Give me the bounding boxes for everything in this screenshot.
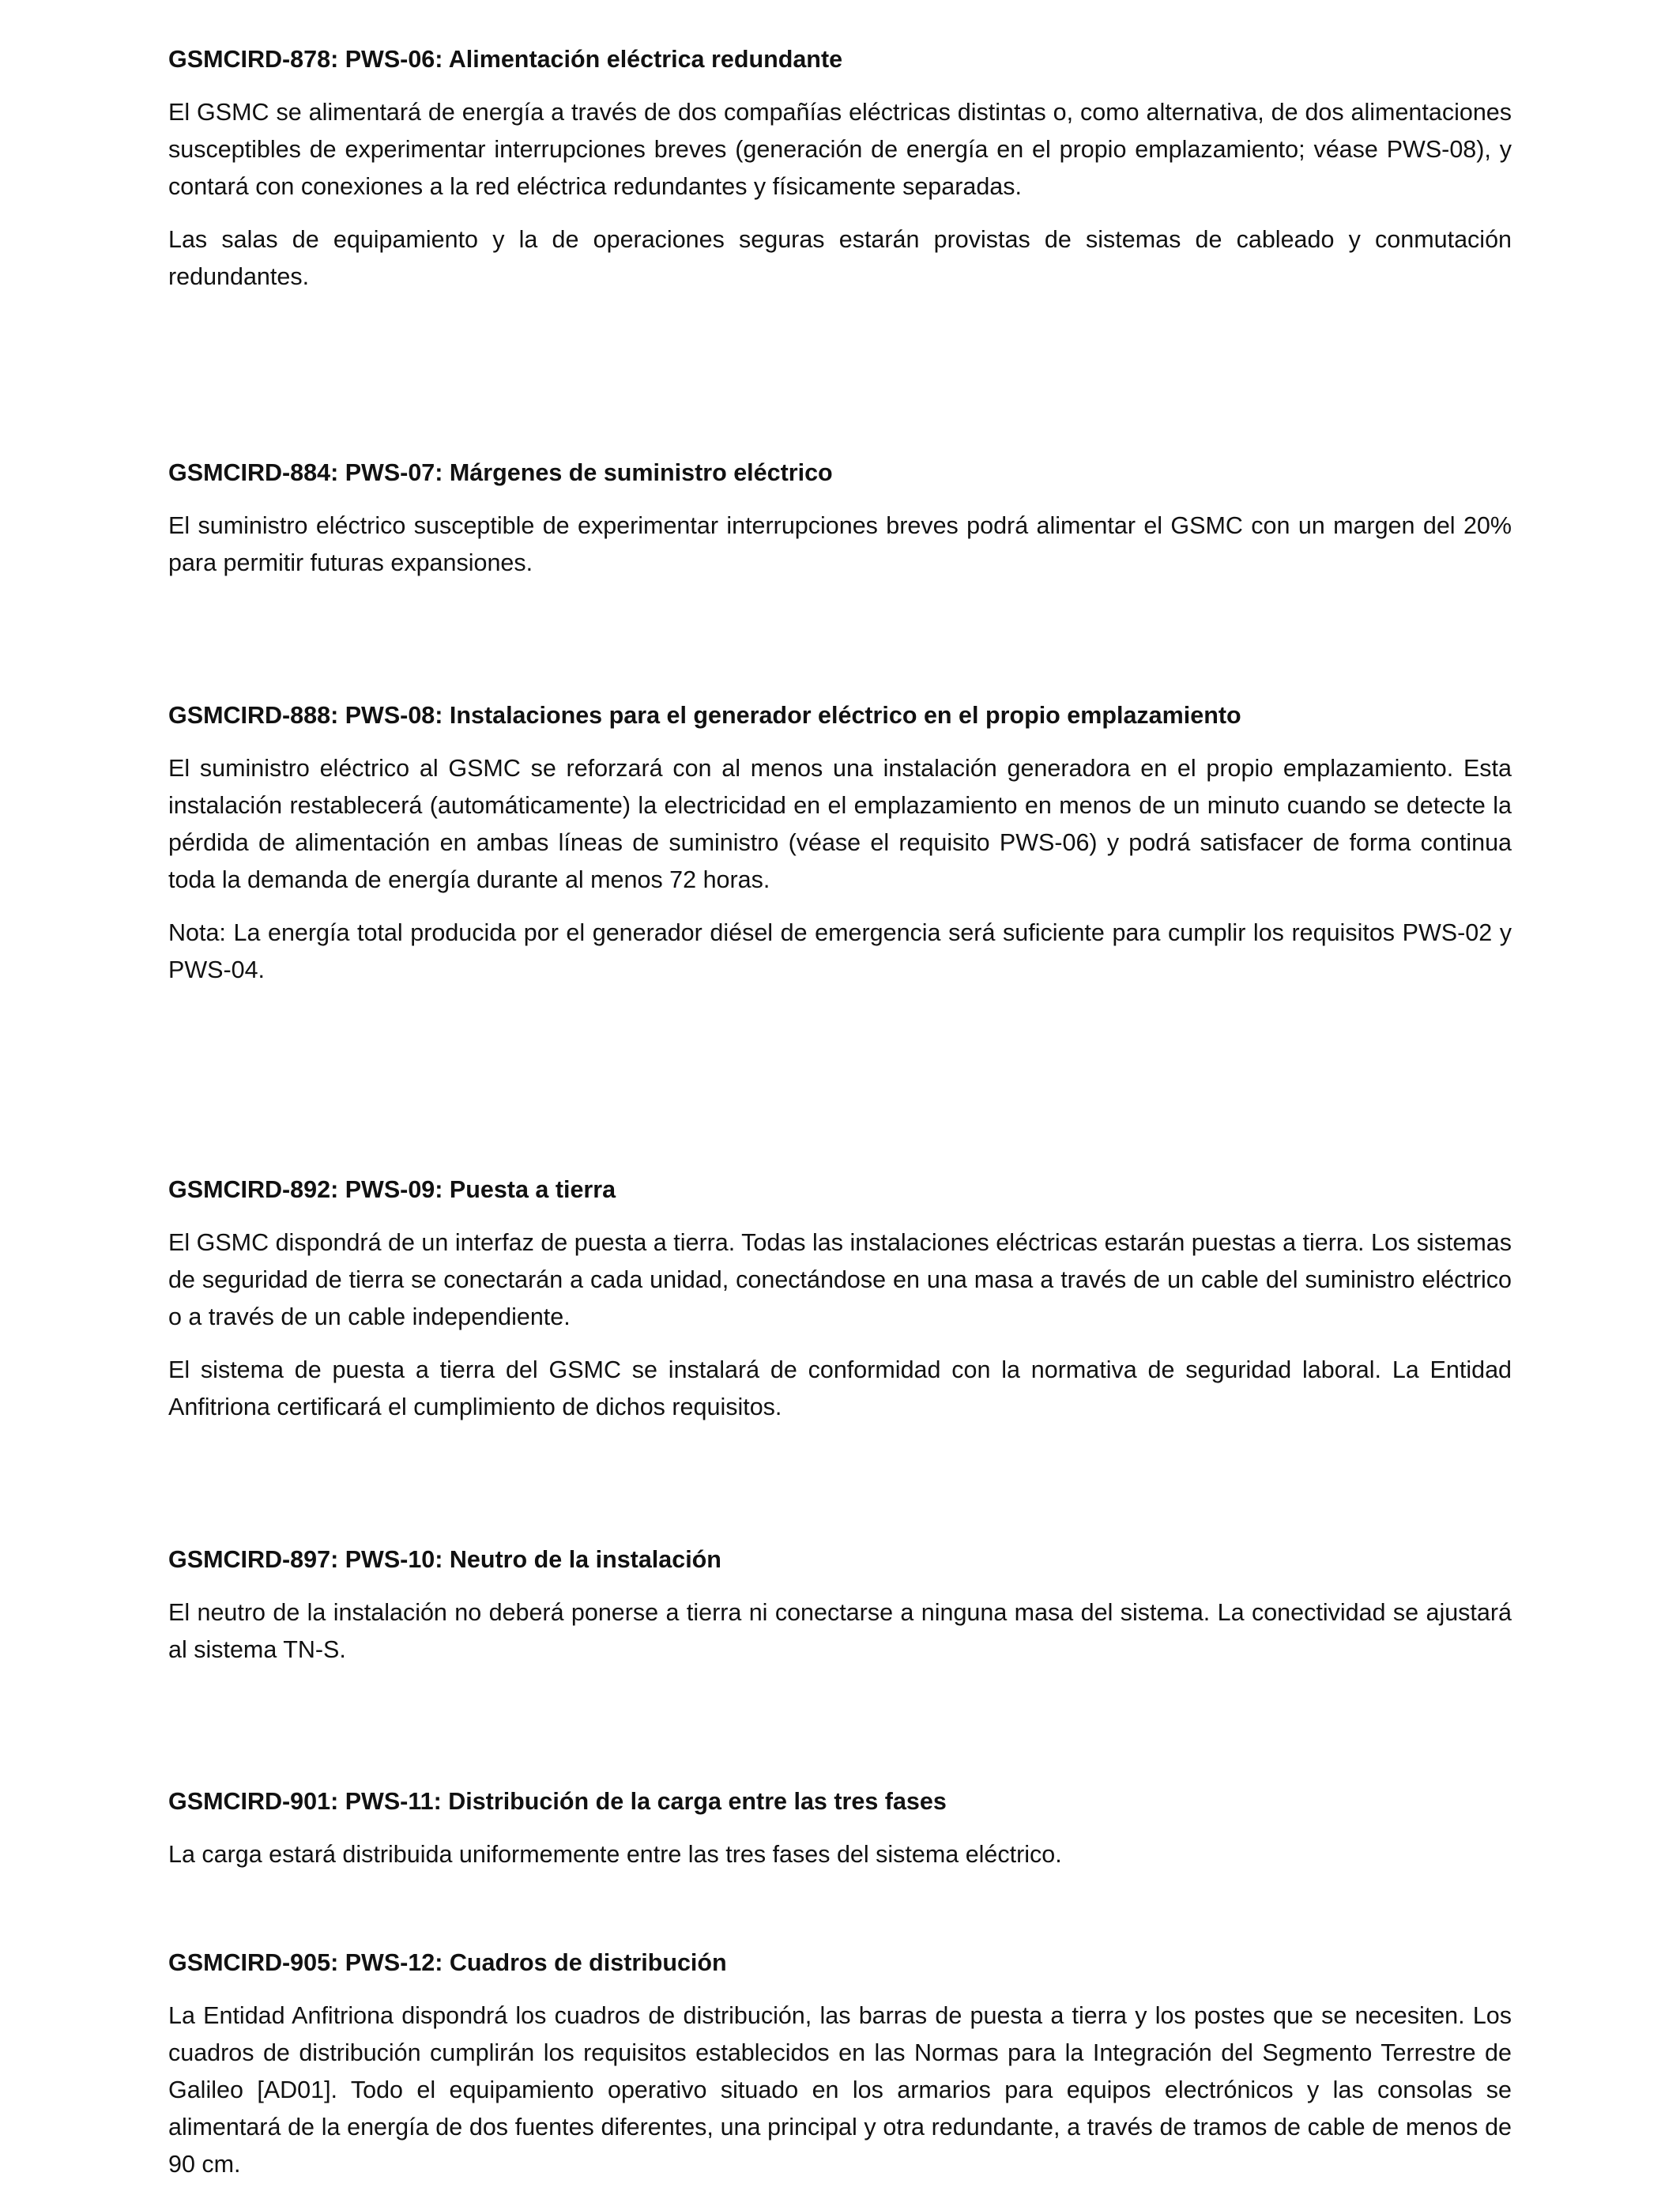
requirement-pws-07 [168, 455, 1512, 598]
requirement-title: GSMCIRD-878: PWS-06: Alimentación eléctrica redundante [168, 46, 843, 73]
requirement-title: GSMCIRD-905: PWS-12: Cuadros de distribución [168, 1949, 727, 1976]
requirement-title: GSMCIRD-884: PWS-07: Márgenes de suministro eléctrico [168, 459, 833, 486]
requirement-title: GSMCIRD-892: PWS-09: Puesta a tierra [168, 1176, 616, 1203]
requirement-title: GSMCIRD-897: PWS-10: Neutro de la instalación [168, 1546, 721, 1573]
requirement-paragraph: El suministro eléctrico al GSMC se reforzará con al menos una instalación generadora en el propio emplazamiento. Esta instalación restablecerá (automáticamente) la electricidad en el emplazamiento en menos de un minuto cuando se detecte la pérdida de alimentación en ambas líneas de suministro (véase el requisito PWS-06) y podrá satisfacer de forma continua toda la demanda de energía durante al menos 72 horas. [168, 755, 1512, 893]
requirement-pws-11 [168, 1783, 1512, 1889]
requirement-paragraph: El GSMC se alimentará de energía a través de dos compañías eléctricas distintas o, como alternativa, de dos alimentaciones susceptibles de experimentar interrupciones breves (generación de energía en el propio emplazamiento; véase PWS-08), y contará con conexiones a la red eléctrica redundantes y físicamente separadas. [168, 99, 1512, 200]
requirement-pws-06 [168, 41, 1512, 311]
requirement-pws-09 [168, 1171, 1512, 1442]
requirement-title: GSMCIRD-901: PWS-11: Distribución de la carga entre las tres fases [168, 1788, 947, 1815]
requirement-title: GSMCIRD-888: PWS-08: Instalaciones para el generador eléctrico en el propio emplazamiento [168, 702, 1241, 729]
requirement-paragraph: El neutro de la instalación no deberá ponerse a tierra ni conectarse a ninguna masa del sistema. La conectividad se ajustará al sistema TN-S. [168, 1599, 1512, 1663]
requirement-pws-08 [168, 697, 1512, 1005]
requirement-paragraph: Las salas de equipamiento y la de operaciones seguras estarán provistas de sistemas de cableado y conmutación redundantes. [168, 226, 1512, 290]
requirement-pws-10 [168, 1541, 1512, 1684]
requirement-paragraph: Nota: La energía total producida por el generador diésel de emergencia será suficiente para cumplir los requisitos PWS-02 y PWS-04. [168, 919, 1512, 983]
requirement-paragraph: El suministro eléctrico susceptible de experimentar interrupciones breves podrá alimentar el GSMC con un margen del 20% para permitir futuras expansiones. [168, 512, 1512, 576]
requirement-paragraph: El GSMC dispondrá de un interfaz de puesta a tierra. Todas las instalaciones eléctricas estarán puestas a tierra. Los sistemas de seguridad de tierra se conectarán a cada unidad, conectándose en una masa a través de un cable del suministro eléctrico o a través de un cable independiente. [168, 1229, 1512, 1330]
requirement-paragraph: La Entidad Anfitriona dispondrá los cuadros de distribución, las barras de puesta a tierra y los postes que se necesiten. Los cuadros de distribución cumplirán los requisitos establecidos en las Normas para la Integración del Segmento Terrestre de Galileo [AD01]. Todo el equipamiento operativo situado en los armarios para equipos electrónicos y las consolas se alimentará de la energía de dos fuentes diferentes, una principal y otra redundante, a través de tramos de cable de menos de 90 cm. [168, 2002, 1512, 2178]
requirement-pws-12 [168, 1944, 1512, 2199]
requirement-paragraph: El sistema de puesta a tierra del GSMC se instalará de conformidad con la normativa de seguridad laboral. La Entidad Anfitriona certificará el cumplimiento de dichos requisitos. [168, 1356, 1512, 1420]
requirement-paragraph: La carga estará distribuida uniformemente entre las tres fases del sistema eléctrico. [168, 1841, 1062, 1868]
